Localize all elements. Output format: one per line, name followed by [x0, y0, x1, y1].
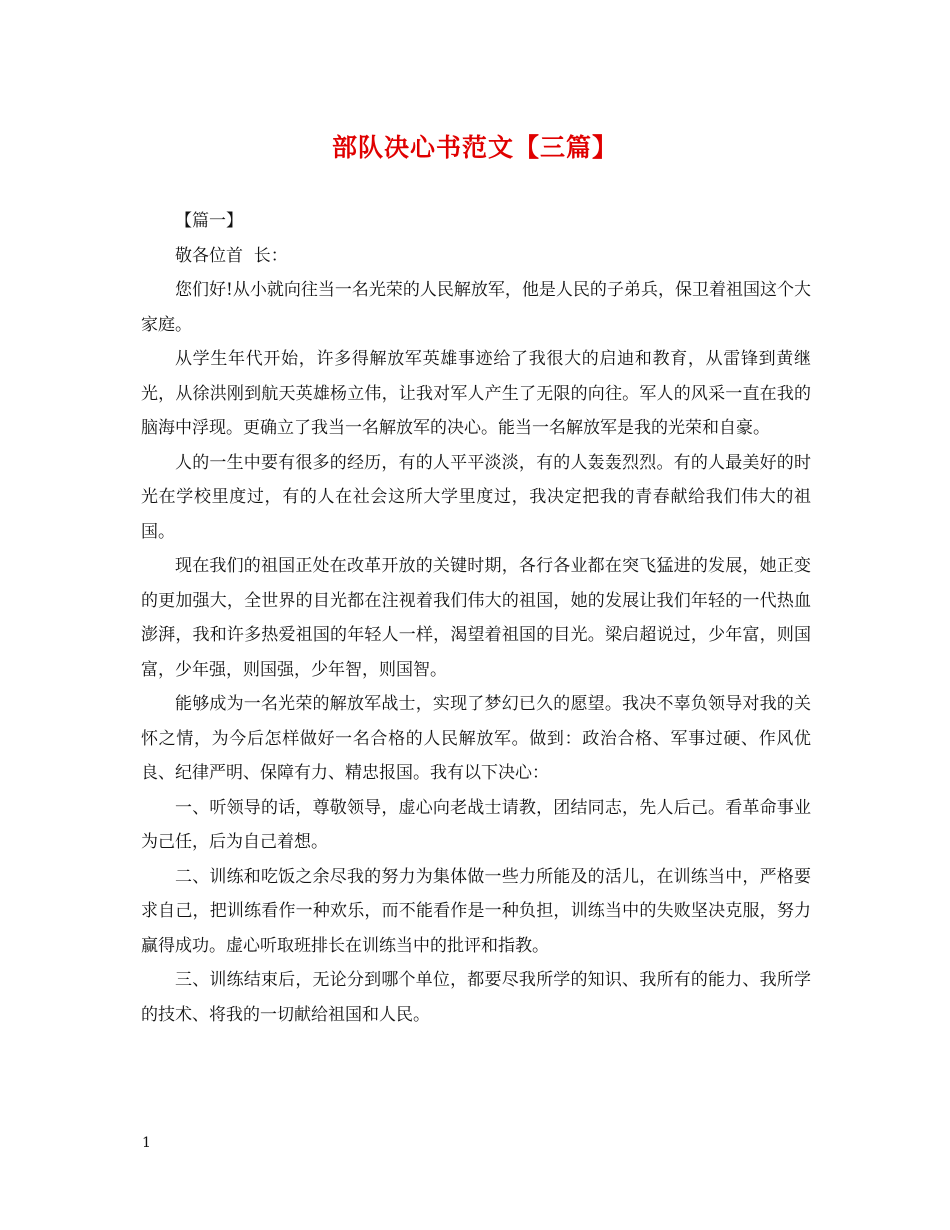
- page-number: 1: [142, 1135, 151, 1151]
- section-heading: 【篇一】: [175, 211, 243, 231]
- paragraph-7: 二、训练和吃饭之余尽我的努力为集体做一些力所能及的活儿，在训练当中，严格要求自己，把训练看作一种欢乐，而不能看作是一种负担，训练当中的失败坚决克服，努力赢得成功。虚心听取班排长在训练当中的批评和指教。: [141, 866, 811, 956]
- document-title: 部队决心书范文【三篇】: [331, 133, 618, 162]
- paragraph-4: 现在我们的祖国正处在改革开放的关键时期，各行各业都在突飞猛进的发展，她正变的更加强大，全世界的目光都在注视着我们伟大的祖国，她的发展让我们年轻的一代热血澎湃，我和许多热爱祖国的年轻人一样，渴望着祖国的目光。梁启超说过，少年富，则国富，少年强，则国强，少年智，则国智。: [141, 556, 811, 680]
- paragraph-6: 一、听领导的话，尊敬领导，虚心向老战士请教，团结同志，先人后己。看革命事业为己任，后为自己着想。: [141, 797, 811, 852]
- paragraph-5: 能够成为一名光荣的解放军战士，实现了梦幻已久的愿望。我决不辜负领导对我的关怀之情，为今后怎样做好一名合格的人民解放军。做到：政治合格、军事过硬、作风优良、纪律严明、保障有力、精忠报国。我有以下决心：: [141, 694, 811, 783]
- salutation: 敬各位首 长：: [175, 245, 288, 266]
- paragraph-3: 人的一生中要有很多的经历，有的人平平淡淡，有的人轰轰烈烈。有的人最美好的时光在学校里度过，有的人在社会这所大学里度过，我决定把我的青春献给我们伟大的祖国。: [141, 452, 811, 542]
- paragraph-1: 您们好!从小就向往当一名光荣的人民解放军，他是人民的子弟兵，保卫着祖国这个大家庭。: [141, 280, 811, 335]
- document-body: [141, 204, 811, 1032]
- paragraph-8: 三、训练结束后，无论分到哪个单位，都要尽我所学的知识、我所有的能力、我所学的技术、将我的一切献给祖国和人民。: [141, 970, 811, 1025]
- paragraph-2: 从学生年代开始，许多得解放军英雄事迹给了我很大的启迪和教育，从雷锋到黄继光，从徐洪刚到航天英雄杨立伟，让我对军人产生了无限的向往。军人的风采一直在我的脑海中浮现。更确立了我当一名解放军的决心。能当一名解放军是我的光荣和自豪。: [141, 349, 811, 438]
